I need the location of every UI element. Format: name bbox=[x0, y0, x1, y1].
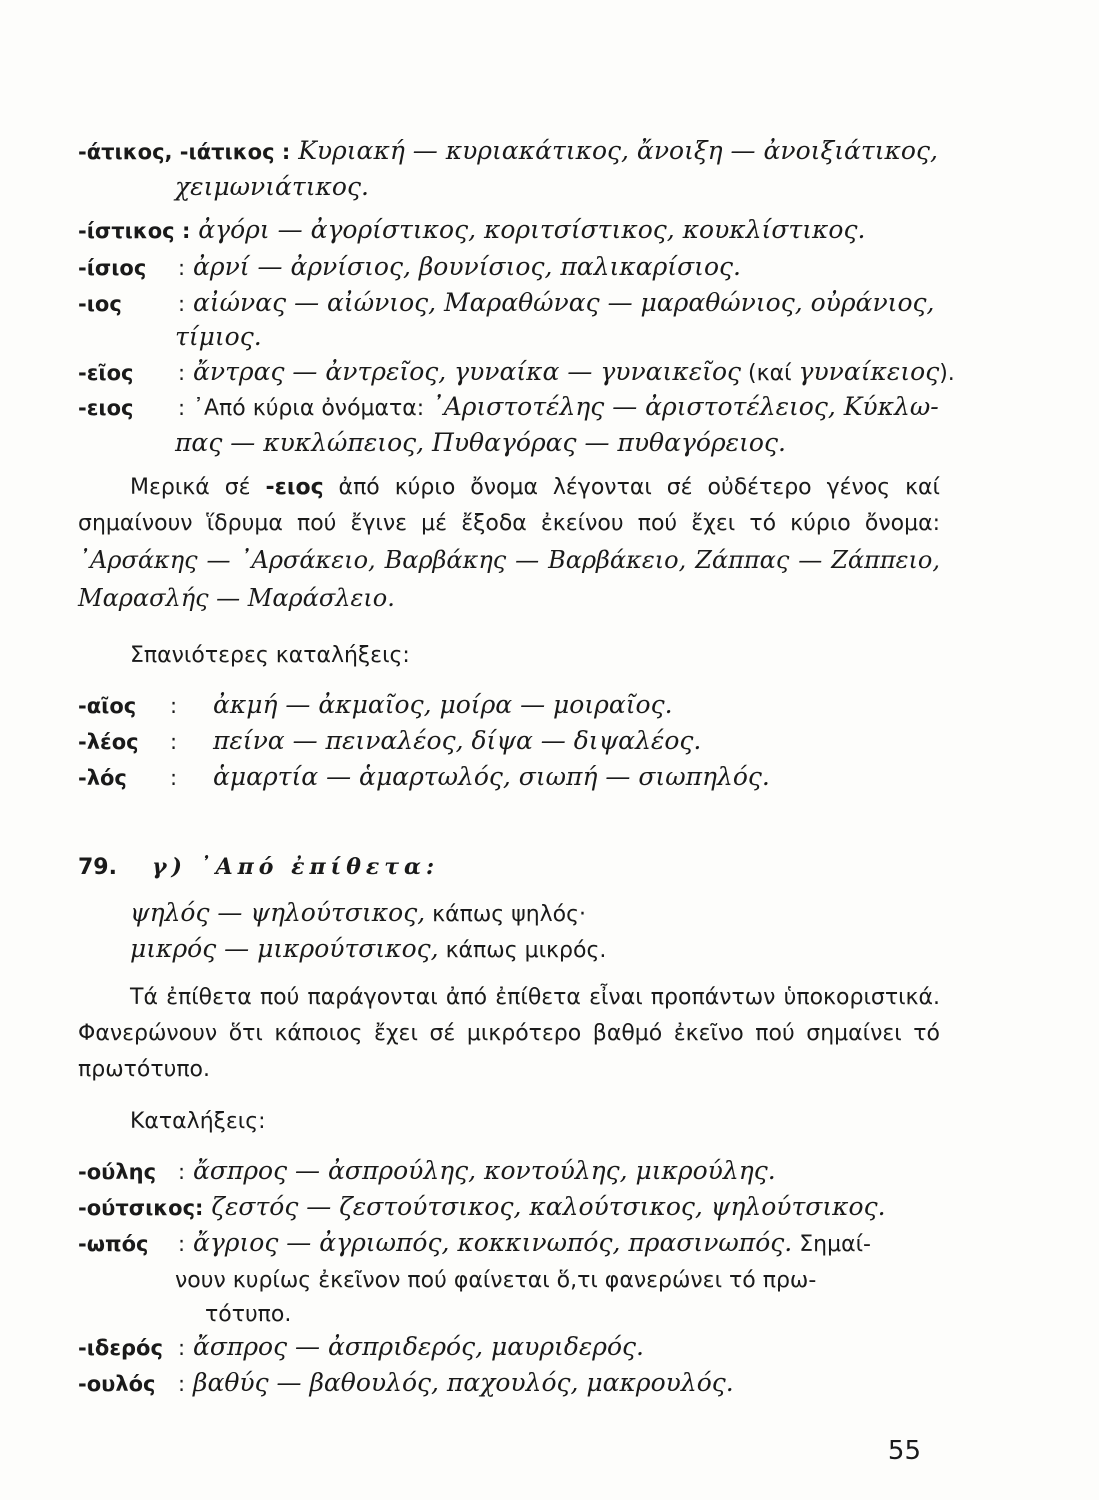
entry-continuation bbox=[175, 1264, 816, 1296]
suffix-colon: : bbox=[169, 766, 178, 790]
suffix-colon: : bbox=[169, 730, 178, 754]
entry-examples: ἄσπρος — ἀσπριδερός, μαυριδερός. bbox=[192, 1332, 644, 1361]
entry-continuation bbox=[205, 1298, 291, 1330]
suffix-label: -ουλός bbox=[78, 1372, 156, 1396]
entry-examples: ἄσπρος — ἀσπρούλης, κοντούλης, μικρούλης. bbox=[192, 1156, 776, 1185]
entry-continuation bbox=[175, 322, 262, 352]
paragraph-examples: ᾿Αρσάκης — ᾿Αρσάκειο, Βαρβάκης — Βαρβάκειο, Ζάππας — Ζάππειο, Μαρασλής — Μαράσλειο. bbox=[78, 546, 940, 612]
paragraph-text: Σπανιότερες καταλήξεις: bbox=[130, 643, 410, 668]
entry-opos bbox=[78, 1228, 948, 1260]
entry-examples: ἄγριος — ἀγριωπός, κοκκινωπός, πρασινωπός. bbox=[192, 1228, 793, 1257]
paragraph-text: Τά ἐπίθετα πού παράγονται ἀπό ἐπίθετα εἶναι προπάντων ὑποκοριστικά. Φανερώνουν ὅτι κάποιος ἔχει σέ μικρότερο βαθμό ἐκεῖνο πού σημαίνει τό πρωτότυπο. bbox=[78, 985, 940, 1082]
entry-leos bbox=[78, 726, 948, 757]
suffix-label: -ούλης bbox=[78, 1160, 157, 1184]
entry-eios bbox=[78, 357, 955, 389]
page-number: 55 bbox=[887, 1436, 921, 1466]
suffix-label: -λός bbox=[78, 766, 127, 790]
entry-note: ). bbox=[939, 361, 955, 386]
entry-note: (καί bbox=[741, 361, 799, 386]
paragraph-text: Μερικά σέ bbox=[130, 475, 266, 500]
entry-ios bbox=[78, 288, 948, 319]
suffix-label: -ιδερός bbox=[78, 1336, 163, 1360]
suffix-label: -εῖος bbox=[78, 361, 134, 385]
entry-examples: ἄντρας — ἀντρεῖος, γυναίκα — γυναικεῖος bbox=[192, 357, 742, 386]
paragraph-suffixes-label bbox=[78, 1104, 940, 1140]
paragraph-diminutives bbox=[78, 980, 940, 1088]
entry-outsikos bbox=[78, 1192, 948, 1223]
entry-examples: ἀγόρι — ἀγορίστικος, κοριτσίστικος, κουκλίστικος. bbox=[198, 215, 866, 244]
entry-eios-proper bbox=[78, 392, 948, 424]
example-line bbox=[130, 934, 1000, 966]
entry-istikos bbox=[78, 215, 948, 246]
paragraph-text: Καταλήξεις: bbox=[130, 1109, 266, 1134]
entry-examples: αἰώνας — αἰώνιος, Μαραθώνας — μαραθώνιος, οὐράνιος, bbox=[192, 288, 935, 317]
entry-oulos bbox=[78, 1368, 948, 1399]
suffix-colon: : bbox=[177, 292, 186, 316]
entry-continuation bbox=[175, 428, 786, 458]
entry-note: κάπως ψηλός· bbox=[425, 902, 587, 927]
entry-ideros bbox=[78, 1332, 948, 1363]
paragraph-rarer-suffixes bbox=[78, 638, 940, 674]
entry-note: ᾿Από κύρια ὀνόματα: bbox=[192, 396, 432, 421]
section-heading bbox=[78, 852, 439, 883]
entry-note: τότυπο. bbox=[205, 1302, 292, 1327]
entry-examples: βαθύς — βαθουλός, παχουλός, μακρουλός. bbox=[192, 1368, 734, 1397]
entry-examples: ἀρνί — ἀρνίσιος, βουνίσιος, παλικαρίσιος. bbox=[192, 252, 741, 281]
entry-continuation bbox=[175, 172, 369, 202]
suffix-label: -ίσιος bbox=[78, 256, 147, 280]
example-line bbox=[130, 898, 1000, 930]
paragraph-text: ἀπό κύριο ὄνομα λέγονται σέ οὐδέτερο γένος καί σημαίνουν ἵδρυμα πού ἔγινε μέ ἔξοδα ἐκείνου πού ἔχει τό κύριο ὄνομα: bbox=[78, 475, 941, 536]
suffix-colon: : bbox=[177, 1372, 186, 1396]
entry-examples: ἀκμή — ἀκμαῖος, μοίρα — μοιραῖος. bbox=[212, 690, 673, 719]
suffix-label: -ίστικος : bbox=[78, 219, 191, 243]
entry-note: νουν κυρίως ἐκεῖνον πού φαίνεται ὅ,τι φανερώνει τό πρω- bbox=[175, 1268, 817, 1293]
entry-aios bbox=[78, 690, 948, 721]
entry-examples: πείνα — πειναλέος, δίψα — διψαλέος. bbox=[212, 726, 702, 755]
entry-examples: ζεστός — ζεστούτσικος, καλούτσικος, ψηλούτσικος. bbox=[211, 1192, 886, 1221]
suffix-colon: : bbox=[169, 694, 178, 718]
suffix-colon: : bbox=[177, 256, 186, 280]
entry-examples: μικρός — μικρούτσικος, bbox=[130, 934, 439, 963]
suffix-label: -αῖος bbox=[78, 694, 137, 718]
suffix-colon: : bbox=[177, 1160, 186, 1184]
suffix-label: -ειος bbox=[265, 475, 324, 500]
entry-examples: χειμωνιάτικος. bbox=[175, 172, 369, 201]
suffix-label: -άτικος, -ιάτικος : bbox=[78, 140, 291, 164]
entry-examples: ᾿Αριστοτέλης — ἀριστοτέλειος, Κύκλω- bbox=[431, 392, 939, 421]
suffix-colon: : bbox=[177, 396, 186, 420]
entry-oulis bbox=[78, 1156, 948, 1187]
entry-note: κάπως μικρός. bbox=[438, 938, 607, 963]
suffix-label: -λέος bbox=[78, 730, 139, 754]
entry-examples: ἁμαρτία — ἁμαρτωλός, σιωπή — σιωπηλός. bbox=[212, 762, 770, 791]
suffix-label: -ωπός bbox=[78, 1232, 149, 1256]
entry-examples: Κυριακή — κυριακάτικος, ἄνοιξη — ἀνοιξιάτικος, bbox=[298, 136, 938, 165]
entry-atikos bbox=[78, 136, 948, 167]
entry-isios bbox=[78, 252, 948, 283]
entry-examples: τίμιος. bbox=[175, 322, 262, 351]
paragraph-proper-names bbox=[78, 470, 940, 618]
section-number: 79. bbox=[78, 855, 117, 880]
suffix-label: -ιος bbox=[78, 292, 122, 316]
entry-examples: ψηλός — ψηλούτσικος, bbox=[130, 898, 426, 927]
suffix-colon: : bbox=[177, 1336, 186, 1360]
suffix-label: -ούτσικος: bbox=[78, 1196, 204, 1220]
entry-los bbox=[78, 762, 948, 793]
section-title: γ) ᾿Από ἐπίθετα: bbox=[151, 854, 440, 880]
suffix-colon: : bbox=[177, 361, 186, 385]
suffix-colon: : bbox=[177, 1232, 186, 1256]
entry-examples: πας — κυκλώπειος, Πυθαγόρας — πυθαγόρειος. bbox=[175, 428, 786, 457]
suffix-label: -ειος bbox=[78, 396, 134, 420]
entry-examples: γυναίκειος bbox=[798, 357, 940, 386]
entry-note: Σημαί- bbox=[792, 1232, 871, 1257]
